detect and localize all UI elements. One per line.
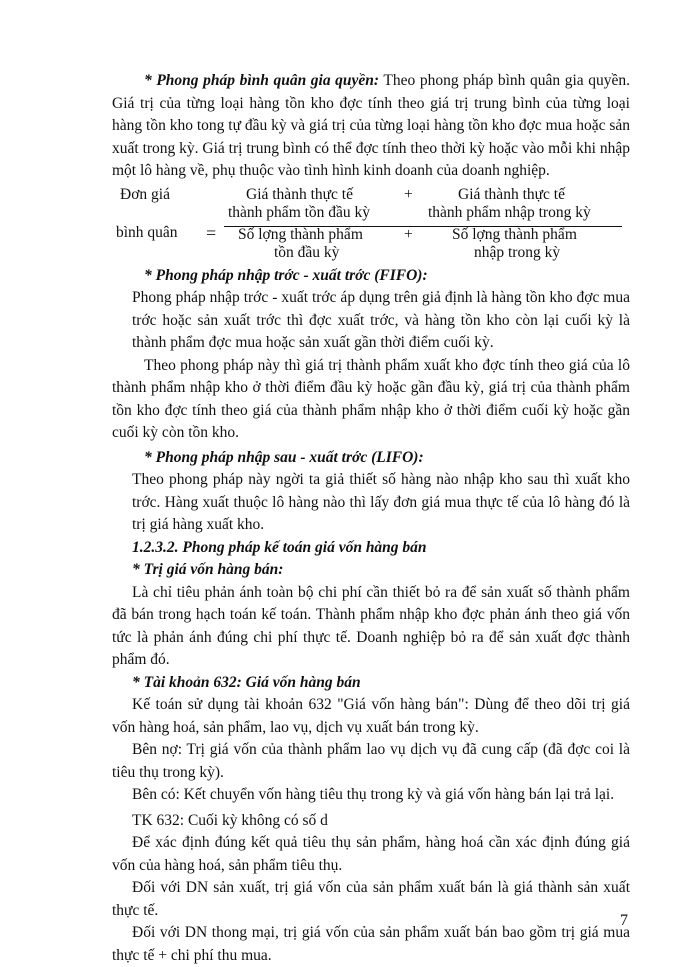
account-632-debit: Bên nợ: Trị giá vốn của thành phẩm lao vụ dịch vụ đã cung cấp (đã đợc coi là tiêu thụ trong kỳ). [112, 741, 630, 781]
weighted-average-paragraph [112, 70, 630, 183]
denominator-1-line2: tồn đầu kỳ [274, 243, 340, 261]
formula-left-bottom: bình quân [116, 223, 178, 241]
numerator-2-line2: thành phẩm nhập trong kỳ [428, 203, 591, 221]
fifo-heading [112, 265, 630, 288]
average-price-formula [112, 185, 630, 263]
account-632-heading [112, 672, 630, 695]
account-632-paragraph-5: Để xác định đúng kết quả tiêu thụ sản phẩm, hàng hoá cần xác định đúng giá vốn của hàng hoá, sản phẩm tiêu thụ. [112, 834, 630, 874]
lifo-heading [112, 447, 630, 470]
numerator-1-line2: thành phẩm tồn đầu kỳ [228, 203, 371, 221]
section-heading-text: 1.2.3.2. Phong pháp kế toán giá vốn hàng bán [132, 538, 427, 556]
numerator-plus: + [404, 185, 413, 203]
fifo-heading-text: * Phong pháp nhập trớc - xuất trớc (FIFO): [144, 266, 428, 284]
account-632-credit: Bên có: Kết chuyển vốn hàng tiêu thụ trong kỳ và giá vốn hàng bán lại trả lại. [132, 786, 615, 803]
denominator-2-line2: nhập trong kỳ [474, 243, 561, 261]
denominator-2-line1: Số lợng thành phẩm [452, 225, 577, 243]
document-page [112, 70, 630, 967]
weighted-average-heading: * Phong pháp bình quân gia quyền: [144, 72, 380, 89]
account-632-paragraph-7: Đối với DN thong mại, trị giá vốn của sản phẩm xuất bán bao gồm trị giá mua thực tế + chi phí thu mua. [112, 924, 630, 964]
section-heading [112, 537, 630, 560]
denominator-plus: + [404, 225, 413, 243]
account-632-paragraph-6: Đối với DN sản xuất, trị giá vốn của sản phẩm xuất bán là giá thành sản xuất thực tế. [112, 879, 630, 919]
account-632-paragraph-1: Kế toán sử dụng tài khoản 632 "Giá vốn hàng bán": Dùng để theo dõi trị giá vốn hàng hoá, sản phẩm, lao vụ, dịch vụ xuất bán trong kỳ. [112, 696, 630, 736]
cost-value-heading [112, 559, 630, 582]
lifo-heading-text: * Phong pháp nhập sau - xuất trớc (LIFO): [144, 448, 424, 466]
numerator-1-line1: Giá thành thực tế [246, 185, 353, 203]
formula-equals: = [206, 222, 217, 243]
denominator-1-line1: Số lợng thành phẩm [238, 225, 363, 243]
formula-left-top: Đơn giá [120, 185, 170, 203]
cost-value-heading-text: * Trị giá vốn hàng bán: [132, 561, 284, 578]
lifo-paragraph: Theo phong pháp này ngời ta giả thiết số hàng nào nhập kho sau thì xuất kho trớc. Hàng xuất thuộc lô hàng nào thì lấy đơn giá mua thực tế của lô hàng đó là trị giá hàng xuất kho. [132, 471, 630, 533]
fifo-paragraph-1: Phong pháp nhập trớc - xuất trớc áp dụng trên giả định là hàng tồn kho đợc mua trớc hoặc sản xuất trớc thì đợc xuất trớc, và hàng tồn kho còn lại cuối kỳ là thành phẩm đợc mua hoặc sản xuất gần thời điểm cuối kỳ. [132, 289, 630, 351]
account-632-balance: TK 632: Cuối kỳ không có số d [132, 811, 328, 829]
cost-value-paragraph: Là chỉ tiêu phản ánh toàn bộ chi phí cần thiết bỏ ra để sản xuất số thành phẩm đã bán trong hạch toán kế toán. Thành phẩm nhập kho đợc phản ánh theo giá vốn tức là phản ánh đúng chi phí thực tế. Doanh nghiệp bỏ ra để sản xuất đợc thành phẩm đó. [112, 583, 630, 668]
account-632-heading-text: * Tài khoản 632: Giá vốn hàng bán [132, 673, 361, 691]
weighted-average-text: Theo phong pháp bình quân gia quyền. Giá trị của từng loại hàng tồn kho đợc tính theo giá trị trung bình của từng loại hàng tồn kho tong tự đầu kỳ và giá trị của từng loại hàng tồn kho đợc mua hoặc sản xuất trong kỳ. Giá trị trung bình có thể đợc tính theo thời kỳ hoặc vào mỗi khi nhập một lô hàng về, phụ thuộc vào tình hình kinh doanh của doanh nghiệp. [112, 72, 630, 179]
fifo-paragraph-2: Theo phong pháp này thì giá trị thành phẩm xuất kho đợc tính theo giá của lô thành phẩm nhập kho ở thời điểm đầu kỳ hoặc gần đầu kỳ, giá trị của thành phẩm tồn kho đợc tính theo giá của thành phẩm nhập kho ở thời điểm cuối kỳ hoặc gần cuối kỳ còn tồn kho. [112, 356, 630, 441]
numerator-2-line1: Giá thành thực tế [458, 185, 565, 203]
page-number: 7 [620, 912, 628, 929]
